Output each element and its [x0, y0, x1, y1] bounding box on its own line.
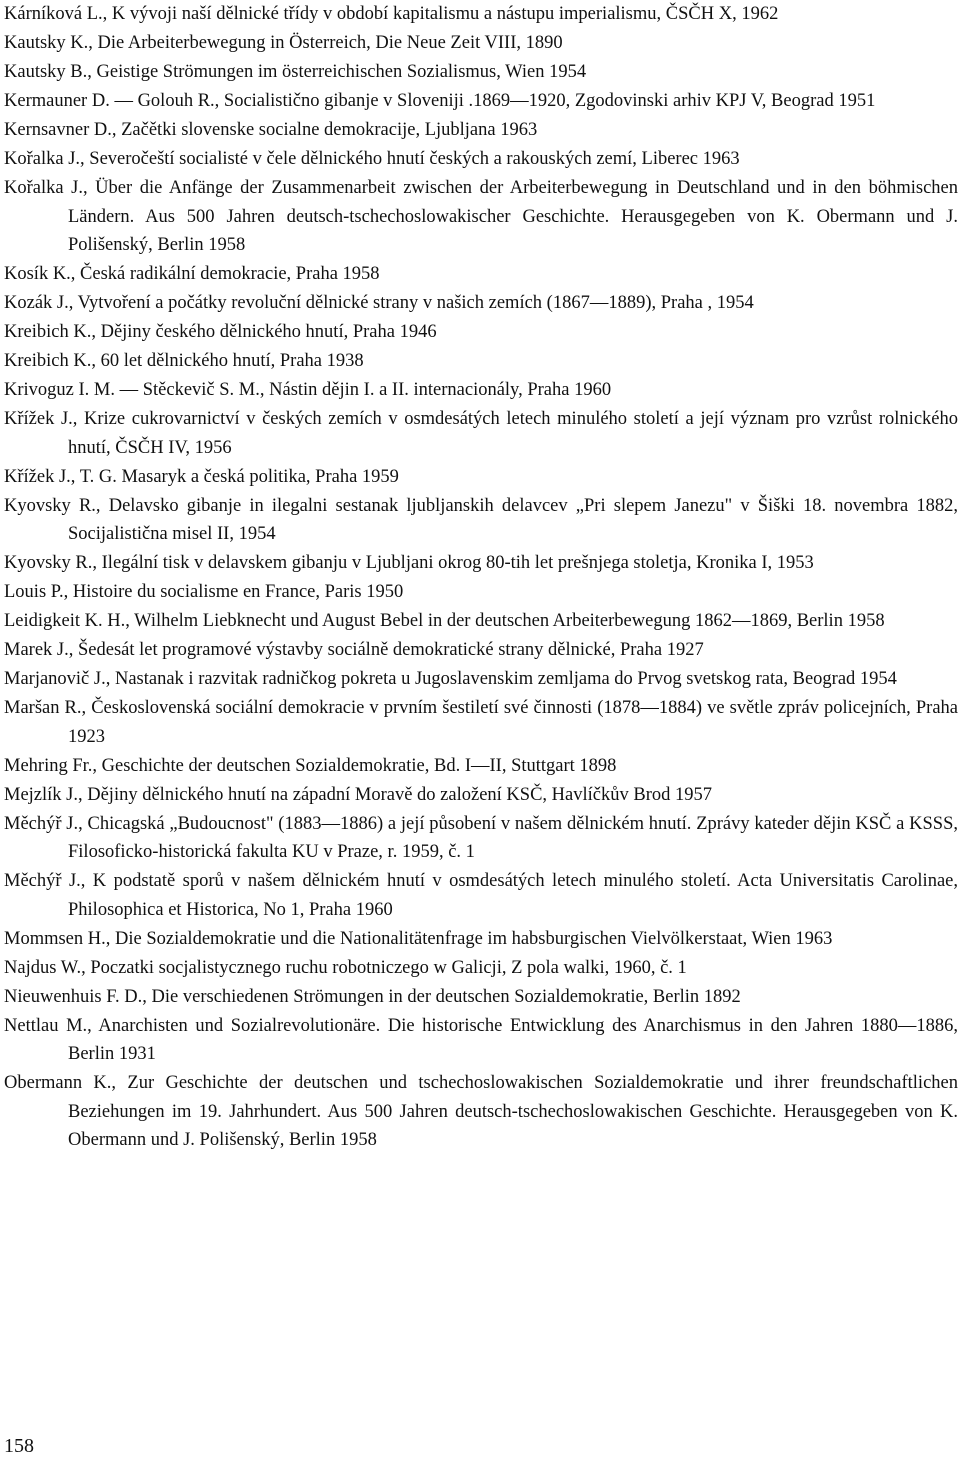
bibliography-entry: Kyovsky R., Ilegální tisk v delavskem gibanju v Ljubljani okrog 80-tih let prešnjega stoletja, Kronika I, 1953	[4, 553, 814, 573]
bibliography-entry: Kermauner D. — Golouh R., Socialistično gibanje v Sloveniji .1869—1920, Zgodovinski arhiv KPJ V, Beograd 1951	[4, 91, 876, 111]
bibliography-entry: Křížek J., Krize cukrovarnictví v českých zemích v osmdesátých letech minulého století a její význam pro vzrůst rolnického hnutí, ČSČH IV, 1956	[4, 409, 958, 458]
bibliography-entry: Měchýř J., K podstatě sporů v našem dělnickém hnutí v osmdesátých letech minulého století. Acta Universitatis Carolinae, Philosophica et Historica, No 1, Praha 1960	[4, 871, 958, 920]
bibliography-entry: Leidigkeit K. H., Wilhelm Liebknecht und August Bebel in der deutschen Arbeiterbewegung 1862—1869, Berlin 1958	[4, 611, 885, 631]
bibliography-entry: Kořalka J., Über die Anfänge der Zusammenarbeit zwischen der Arbeiterbewegung in Deutschland und in den böhmischen Ländern. Aus 500 Jahren deutsch-tschechoslowakischer Geschichte. Herausgegeben von K. Obermann und J. Polišenský, Berlin 1958	[4, 178, 958, 255]
bibliography-entry: Krivoguz I. M. — Stěckevič S. M., Nástin dějin I. a II. internacionály, Praha 1960	[4, 380, 612, 400]
bibliography-entry: Kernsavner D., Začětki slovenske socialne demokracije, Ljubljana 1963	[4, 120, 538, 140]
bibliography-entry: Kautsky K., Die Arbeiterbewegung in Österreich, Die Neue Zeit VIII, 1890	[4, 33, 563, 53]
bibliography-entry: Kyovsky R., Delavsko gibanje in ilegalni sestanak ljubljanskih delavcev „Pri slepem Janezu" v Šiški 18. novembra 1882, Socijalistična misel II, 1954	[4, 495, 958, 544]
bibliography-entry: Kreibich K., 60 let dělnického hnutí, Praha 1938	[4, 351, 364, 371]
bibliography-entry: Kosík K., Česká radikální demokracie, Praha 1958	[4, 264, 380, 284]
bibliography-entry: Najdus W., Poczatki socjalistycznego ruchu robotniczego w Galicji, Z pola walki, 1960, č. 1	[4, 957, 687, 978]
bibliography-entry: Louis P., Histoire du socialisme en France, Paris 1950	[4, 582, 404, 602]
page-number: 158	[4, 1435, 34, 1457]
bibliography-entry: Kárníková L., K vývoji naší dělnické třídy v období kapitalismu a nástupu imperialismu, ČSČH X, 1962	[4, 4, 779, 24]
bibliography-entry: Nieuwenhuis F. D., Die verschiedenen Strömungen in der deutschen Sozialdemokratie, Berlin 1892	[4, 986, 741, 1007]
bibliography-entry: Křížek J., T. G. Masaryk a česká politika, Praha 1959	[4, 466, 399, 487]
bibliography-entry: Marjanovič J., Nastanak i razvitak radničkog pokreta u Jugoslavenskim zemljama do Prvog svetskog rata, Beograd 1954	[4, 669, 897, 689]
bibliography-entry: Kořalka J., Severočeští socialisté v čele dělnického hnutí českých a rakouských zemí, Liberec 1963	[4, 149, 740, 169]
bibliography-entry: Mehring Fr., Geschichte der deutschen Sozialdemokratie, Bd. I—II, Stuttgart 1898	[4, 755, 617, 776]
bibliography-list	[4, 0, 958, 1155]
bibliography-entry: Marek J., Šedesát let programové výstavby sociálně demokratické strany dělnické, Praha 1927	[4, 640, 704, 660]
bibliography-entry: Mejzlík J., Dějiny dělnického hnutí na západní Moravě do založení KSČ, Havlíčkův Brod 1957	[4, 784, 712, 805]
bibliography-entry: Obermann K., Zur Geschichte der deutschen und tschechoslowakischen Sozialdemokratie und ihrer freundschaftlichen Beziehungen im 19. Jahrhundert. Aus 500 Jahren deutsch-tschechoslowakischen Geschichte. Herausgegeben von K. Obermann und J. Polišenský, Berlin 1958	[4, 1073, 958, 1150]
bibliography-entry: Kozák J., Vytvoření a počátky revoluční dělnické strany v našich zemích (1867—1889), Praha , 1954	[4, 293, 754, 313]
bibliography-entry: Měchýř J., Chicagská „Budoucnost" (1883—1886) a její působení v našem dělnickém hnutí. Zprávy kateder dějin KSČ a KSSS, Filosoficko-historická fakulta KU v Praze, r. 1959, č. 1	[4, 813, 958, 862]
bibliography-entry: Kautsky B., Geistige Strömungen im österreichischen Sozialismus, Wien 1954	[4, 62, 587, 82]
bibliography-entry: Mommsen H., Die Sozialdemokratie und die Nationalitätenfrage im habsburgischen Vielvölkerstaat, Wien 1963	[4, 928, 833, 949]
bibliography-entry: Maršan R., Československá sociální demokracie v prvním šestiletí své činnosti (1878—1884) ve světle zpráv policejních, Praha 1923	[4, 698, 958, 747]
bibliography-entry: Kreibich K., Dějiny českého dělnického hnutí, Praha 1946	[4, 322, 437, 342]
bibliography-entry: Nettlau M., Anarchisten und Sozialrevolutionäre. Die historische Entwicklung des Anarchismus in den Jahren 1880—1886, Berlin 1931	[4, 1015, 958, 1064]
